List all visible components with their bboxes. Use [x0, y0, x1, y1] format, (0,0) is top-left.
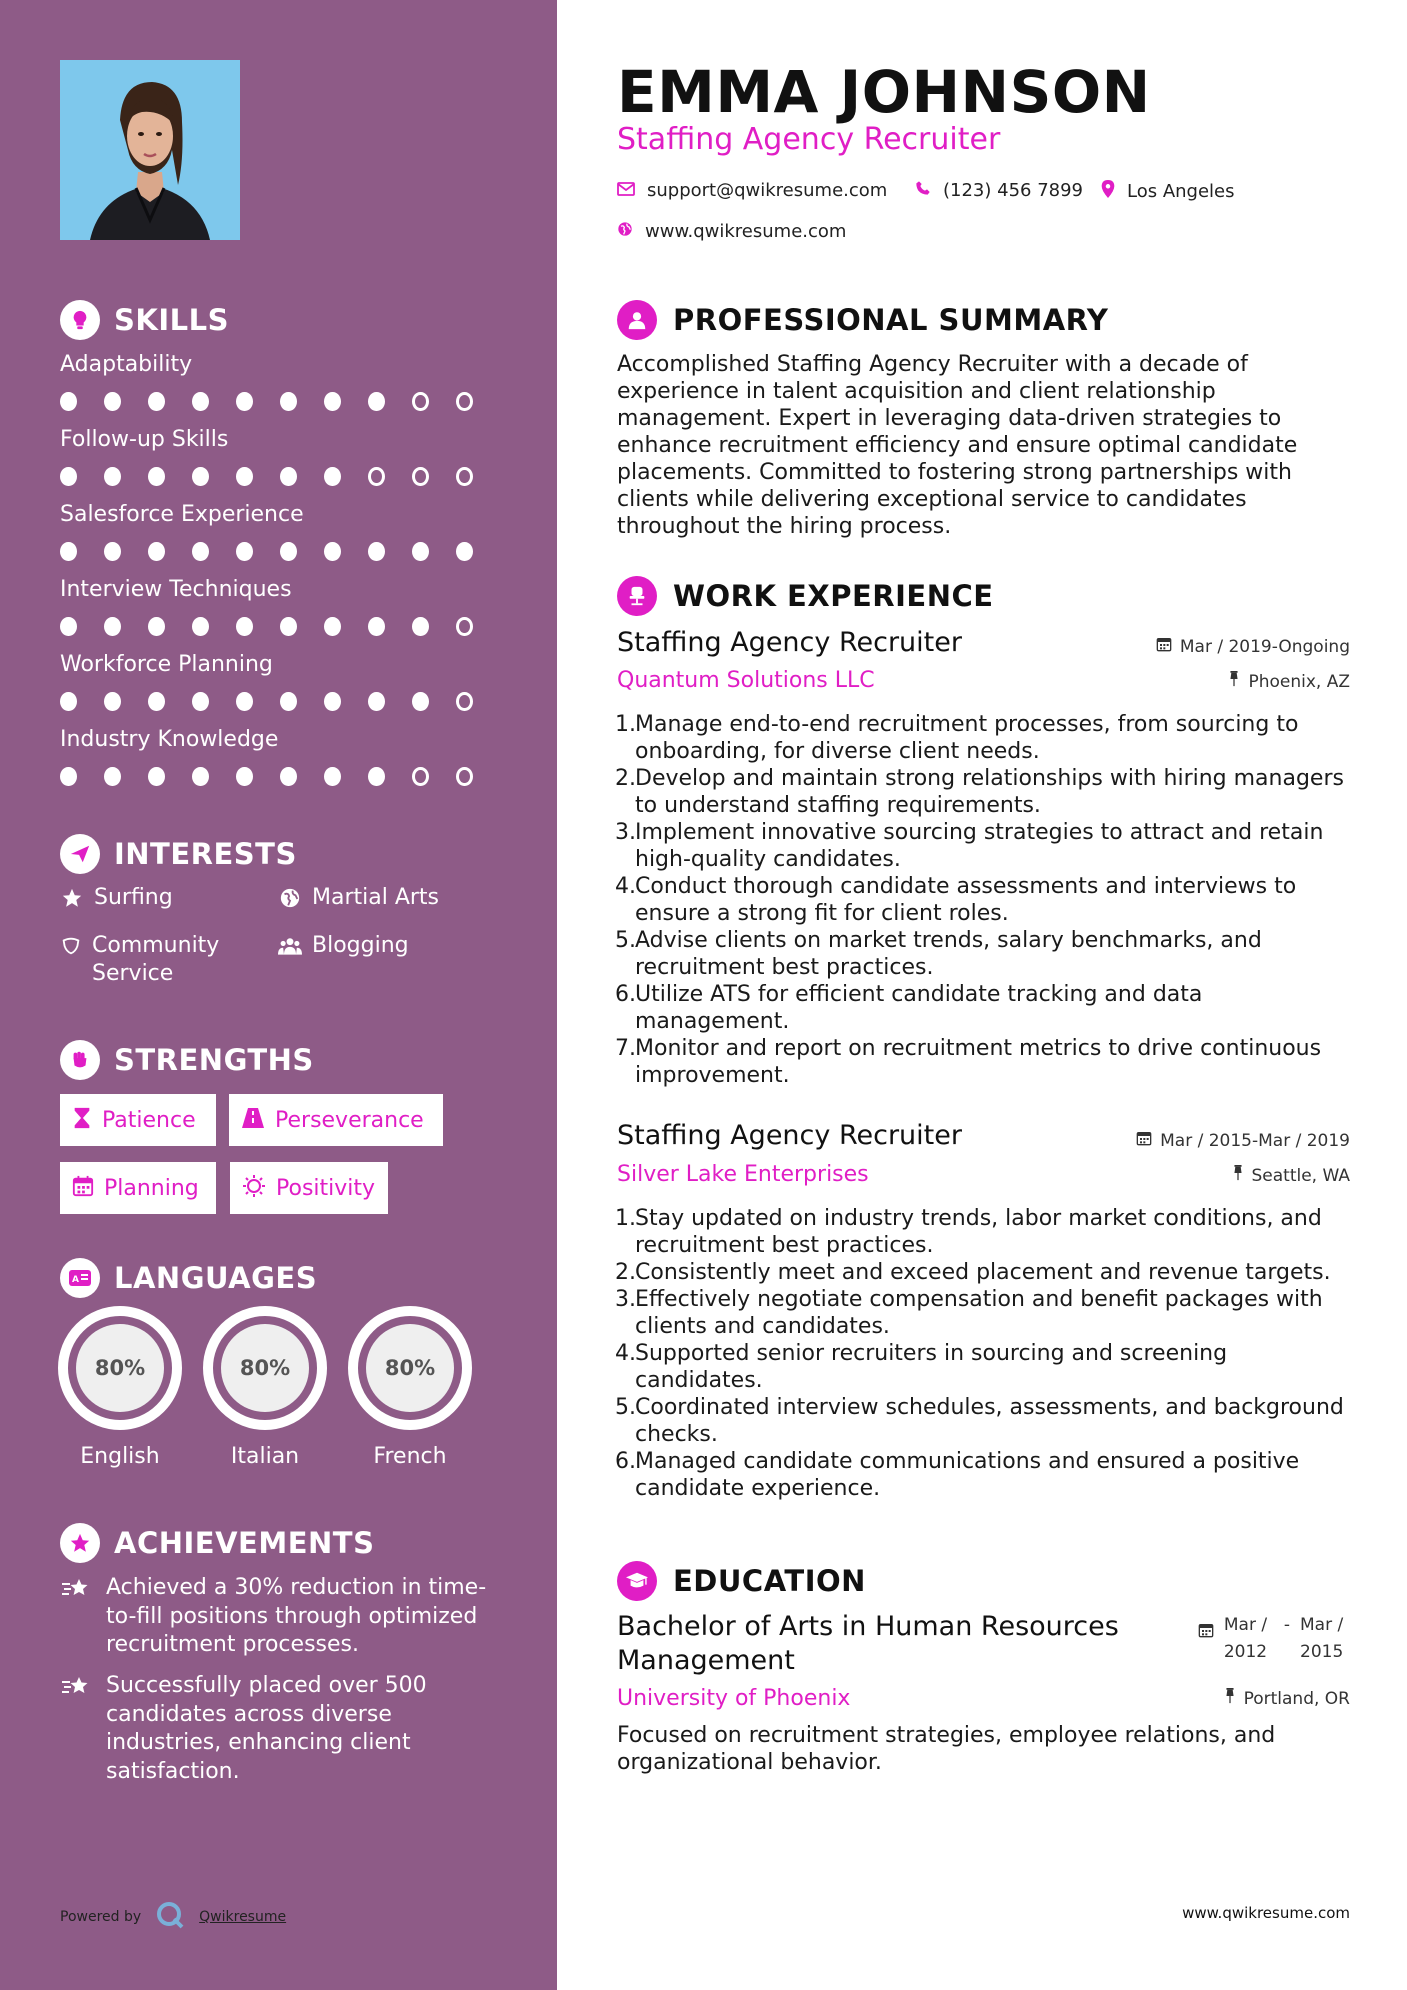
interest-label: Blogging — [312, 933, 409, 958]
users-icon — [278, 932, 302, 960]
map-pin-icon — [1101, 180, 1115, 203]
rating-dot-empty — [456, 692, 473, 711]
hourglass-icon — [72, 1107, 92, 1133]
rating-dot-filled — [60, 692, 77, 711]
calendar-icon — [1198, 1612, 1214, 1643]
summary-text: Accomplished Staffing Agency Recruiter with a decade of experience in talent acquisition and client relationship management. Expert in leveraging data-driven strategies to enhance recruitment efficiency and ensure optimal candidate placements. Committed to fostering strong partnerships with clients while delivering exceptional service to candidates throughout the hiring process. — [617, 352, 1298, 539]
interest-item — [278, 932, 409, 960]
achievement-text: Achieved a 30% reduction in time-to-fill positions through optimized recruitment processes. — [106, 1575, 487, 1657]
rating-dot-filled — [104, 692, 121, 711]
interest-item — [60, 932, 260, 988]
achievement-item — [60, 1574, 500, 1660]
rating-dot-filled — [236, 692, 253, 711]
rating-dot-filled — [60, 467, 77, 486]
skills-title: SKILLS — [114, 303, 229, 337]
paper-plane-icon — [60, 834, 100, 874]
rating-dot-filled — [192, 692, 209, 711]
interest-item — [278, 884, 439, 912]
skill-rating — [60, 617, 500, 636]
strength-label: Perseverance — [275, 1107, 424, 1133]
job-company: Silver Lake Enterprises — [617, 1162, 869, 1187]
language-icon — [60, 1258, 100, 1298]
rating-dot-empty — [456, 767, 473, 786]
location-text: Los Angeles — [1127, 181, 1235, 202]
experience-title: WORK EXPERIENCE — [673, 579, 994, 613]
rating-dot-empty — [412, 467, 429, 486]
contact-location — [1101, 180, 1235, 203]
rating-dot-filled — [148, 392, 165, 411]
summary-title: PROFESSIONAL SUMMARY — [673, 303, 1109, 337]
education-dates: Mar / 2012 - Mar / 2015 — [1198, 1612, 1350, 1666]
rating-dot-filled — [324, 692, 341, 711]
rating-dot-filled — [148, 467, 165, 486]
language-item — [58, 1306, 182, 1469]
rating-dot-filled — [280, 542, 297, 561]
education-location — [1224, 1688, 1350, 1709]
skill-item — [60, 502, 500, 561]
rating-dot-filled — [368, 392, 385, 411]
rating-dot-filled — [368, 692, 385, 711]
svg-text:A: A — [72, 1275, 79, 1285]
strength-tag — [230, 1162, 388, 1214]
rating-dot-empty — [412, 767, 429, 786]
rating-dot-filled — [236, 767, 253, 786]
candidate-role: Staffing Agency Recruiter — [617, 122, 1001, 157]
language-item — [203, 1306, 327, 1469]
achievements-title: ACHIEVEMENTS — [114, 1526, 375, 1560]
skill-rating — [60, 392, 500, 411]
duty-item: 5. Advise clients on market trends, salary benchmarks, and recruitment best practices. — [615, 928, 1262, 980]
skill-rating — [60, 767, 500, 786]
sun-icon — [242, 1174, 266, 1202]
rating-dot-filled — [236, 467, 253, 486]
rating-dot-filled — [192, 392, 209, 411]
skill-name: Follow-up Skills — [60, 427, 229, 452]
rating-dot-filled — [148, 692, 165, 711]
rating-dot-filled — [280, 617, 297, 636]
achievement-item — [60, 1672, 500, 1786]
strength-tag — [60, 1094, 216, 1146]
duty-item: 1. Stay updated on industry trends, labor market conditions, and recruitment best practices. — [615, 1206, 1322, 1258]
language-name: Italian — [230, 1444, 300, 1469]
achievements-heading — [60, 1523, 374, 1563]
pushpin-icon — [1228, 671, 1240, 692]
job-dates — [1156, 636, 1350, 657]
education-heading — [617, 1561, 866, 1601]
rating-dot-filled — [104, 392, 121, 411]
school-name: University of Phoenix — [617, 1686, 851, 1711]
star-badge-icon — [60, 1523, 100, 1563]
skill-name: Industry Knowledge — [60, 727, 279, 752]
language-level: 80% — [76, 1324, 164, 1412]
calendar-icon — [1136, 1130, 1152, 1151]
job-duties — [617, 711, 1357, 1089]
job-location — [1228, 671, 1350, 692]
rating-dot-empty — [368, 467, 385, 486]
interest-label: Surfing — [94, 885, 173, 910]
rating-dot-filled — [324, 767, 341, 786]
rating-dot-filled — [280, 692, 297, 711]
skill-rating — [60, 542, 500, 561]
job-location-text: Seattle, WA — [1251, 1165, 1350, 1186]
email-text[interactable]: support@qwikresume.com — [647, 180, 888, 201]
language-meter — [58, 1306, 182, 1430]
phone-text[interactable]: (123) 456 7899 — [943, 180, 1084, 201]
experience-heading — [617, 576, 994, 616]
contact-phone — [915, 180, 1083, 201]
rating-dot-filled — [368, 542, 385, 561]
rating-dot-filled — [104, 542, 121, 561]
skill-name: Salesforce Experience — [60, 502, 304, 527]
contact-email — [617, 180, 887, 201]
education-description: Focused on recruitment strategies, employee relations, and organizational behavior. — [617, 1723, 1276, 1775]
user-icon — [617, 300, 657, 340]
job-location — [1232, 1165, 1351, 1186]
rating-dot-filled — [456, 542, 473, 561]
strength-label: Patience — [102, 1107, 196, 1133]
duty-item: 5. Coordinated interview schedules, assessments, and background checks. — [615, 1395, 1344, 1447]
skill-item — [60, 727, 500, 786]
rating-dot-filled — [60, 542, 77, 561]
skill-rating — [60, 692, 500, 711]
duty-item: 3. Effectively negotiate compensation and benefit packages with clients and candidates. — [615, 1287, 1323, 1339]
rating-dot-filled — [236, 542, 253, 561]
shooting-star-icon — [60, 1574, 92, 1660]
graduation-cap-icon — [617, 1561, 657, 1601]
duty-item: 7. Monitor and report on recruitment metrics to drive continuous improvement. — [615, 1036, 1322, 1088]
rating-dot-filled — [412, 692, 429, 711]
rating-dot-empty — [456, 392, 473, 411]
education-start: Mar / 2012 — [1223, 1615, 1268, 1662]
degree-title: Bachelor of Arts in Human Resources Management — [617, 1611, 1119, 1676]
qwikresume-logo-icon — [155, 1900, 185, 1934]
skill-item — [60, 652, 500, 711]
languages-heading — [60, 1258, 317, 1298]
rating-dot-filled — [104, 467, 121, 486]
rating-dot-filled — [60, 767, 77, 786]
job-title: Staffing Agency Recruiter — [617, 1120, 962, 1151]
rating-dot-filled — [236, 617, 253, 636]
skill-name: Interview Techniques — [60, 577, 292, 602]
rating-dot-filled — [192, 617, 209, 636]
job-duties — [617, 1205, 1357, 1502]
education-location-text: Portland, OR — [1243, 1688, 1350, 1709]
strength-label: Positivity — [276, 1175, 376, 1201]
rating-dot-filled — [324, 467, 341, 486]
globe-icon — [278, 884, 302, 912]
job-location-text: Phoenix, AZ — [1248, 671, 1350, 692]
rating-dot-filled — [148, 767, 165, 786]
education-title: EDUCATION — [673, 1564, 866, 1598]
skill-item — [60, 427, 500, 486]
job-dates-text: Mar / 2015-Mar / 2019 — [1160, 1130, 1350, 1151]
road-icon — [241, 1107, 265, 1133]
rating-dot-empty — [456, 617, 473, 636]
rating-dot-filled — [104, 617, 121, 636]
language-meter — [348, 1306, 472, 1430]
duty-item: 3. Implement innovative sourcing strategies to attract and retain high-quality candidates. — [615, 820, 1324, 872]
duty-item: 6. Managed candidate communications and ensured a positive candidate experience. — [615, 1449, 1300, 1501]
rating-dot-filled — [148, 617, 165, 636]
pushpin-icon — [1232, 1165, 1244, 1186]
rating-dot-filled — [192, 467, 209, 486]
shooting-star-icon — [60, 1672, 92, 1786]
powered-brand-link[interactable]: Qwikresume — [199, 1909, 287, 1925]
pushpin-icon — [1224, 1688, 1236, 1709]
rating-dot-filled — [412, 542, 429, 561]
rating-dot-filled — [368, 767, 385, 786]
interest-label: Community Service — [92, 933, 220, 986]
language-level: 80% — [366, 1324, 454, 1412]
duty-item: 1. Manage end-to-end recruitment processes, from sourcing to onboarding, for diverse client needs. — [615, 712, 1299, 764]
rating-dot-filled — [148, 542, 165, 561]
profile-photo — [60, 60, 240, 240]
strength-tag — [229, 1094, 443, 1146]
sidebar — [0, 0, 557, 1990]
duty-item: 4. Conduct thorough candidate assessments and interviews to ensure a strong fit for client roles. — [615, 874, 1297, 926]
language-item — [348, 1306, 472, 1469]
rating-dot-filled — [60, 392, 77, 411]
job-dates-text: Mar / 2019-Ongoing — [1179, 636, 1350, 657]
duty-item: 6. Utilize ATS for efficient candidate tracking and data management. — [615, 982, 1203, 1034]
duty-item: 2. Develop and maintain strong relationships with hiring managers to understand staffing requirements. — [615, 766, 1344, 818]
interests-title: INTERESTS — [114, 837, 297, 871]
website-text[interactable]: www.qwikresume.com — [645, 221, 847, 242]
language-name: English — [80, 1444, 160, 1469]
duty-item: 2. Consistently meet and exceed placement and revenue targets. — [615, 1260, 1331, 1285]
language-level: 80% — [221, 1324, 309, 1412]
rating-dot-filled — [324, 617, 341, 636]
job-title: Staffing Agency Recruiter — [617, 627, 962, 658]
summary-heading — [617, 300, 1108, 340]
powered-prefix: Powered by — [60, 1909, 142, 1925]
calendar-icon — [1156, 636, 1172, 657]
rating-dot-filled — [60, 617, 77, 636]
footer-url[interactable]: www.qwikresume.com — [1182, 1904, 1350, 1922]
envelope-icon — [617, 180, 635, 201]
duty-item: 4. Supported senior recruiters in sourcing and screening candidates. — [615, 1341, 1228, 1393]
skill-item — [60, 352, 500, 411]
rating-dot-filled — [192, 767, 209, 786]
rating-dot-filled — [412, 617, 429, 636]
rating-dot-empty — [456, 467, 473, 486]
rating-dot-filled — [368, 617, 385, 636]
job-dates — [1136, 1130, 1350, 1151]
calendar-icon — [72, 1175, 94, 1201]
language-meter — [203, 1306, 327, 1430]
achievement-text: Successfully placed over 500 candidates across diverse industries, enhancing client satisfaction. — [106, 1673, 427, 1784]
rating-dot-filled — [280, 767, 297, 786]
strength-label: Planning — [104, 1175, 199, 1201]
skill-item — [60, 577, 500, 636]
skill-rating — [60, 467, 500, 486]
interest-item — [60, 884, 173, 912]
star-icon — [60, 884, 84, 912]
rating-dot-filled — [104, 767, 121, 786]
skill-name: Adaptability — [60, 352, 193, 377]
office-chair-icon — [617, 576, 657, 616]
interest-label: Martial Arts — [312, 885, 440, 910]
main-content — [617, 0, 1350, 1990]
job-company: Quantum Solutions LLC — [617, 668, 875, 693]
rating-dot-filled — [280, 467, 297, 486]
strengths-heading — [60, 1040, 314, 1080]
fist-icon — [60, 1040, 100, 1080]
interests-heading — [60, 834, 297, 874]
skills-heading — [60, 300, 229, 340]
contact-website — [617, 221, 846, 242]
globe-icon — [617, 221, 633, 242]
rating-dot-filled — [280, 392, 297, 411]
education-end: Mar / 2015 — [1300, 1615, 1344, 1662]
rating-dot-empty — [412, 392, 429, 411]
rating-dot-filled — [324, 392, 341, 411]
rating-dot-filled — [236, 392, 253, 411]
powered-by — [60, 1900, 286, 1934]
phone-icon — [915, 180, 931, 201]
lightbulb-icon — [60, 300, 100, 340]
candidate-name: EMMA JOHNSON — [617, 58, 1151, 126]
languages-title: LANGUAGES — [114, 1261, 318, 1295]
rating-dot-filled — [192, 542, 209, 561]
rating-dot-filled — [324, 542, 341, 561]
language-name: French — [373, 1444, 447, 1469]
skill-name: Workforce Planning — [60, 652, 273, 677]
strengths-title: STRENGTHS — [114, 1043, 314, 1077]
strength-tag — [60, 1162, 216, 1214]
shield-icon — [60, 932, 82, 960]
